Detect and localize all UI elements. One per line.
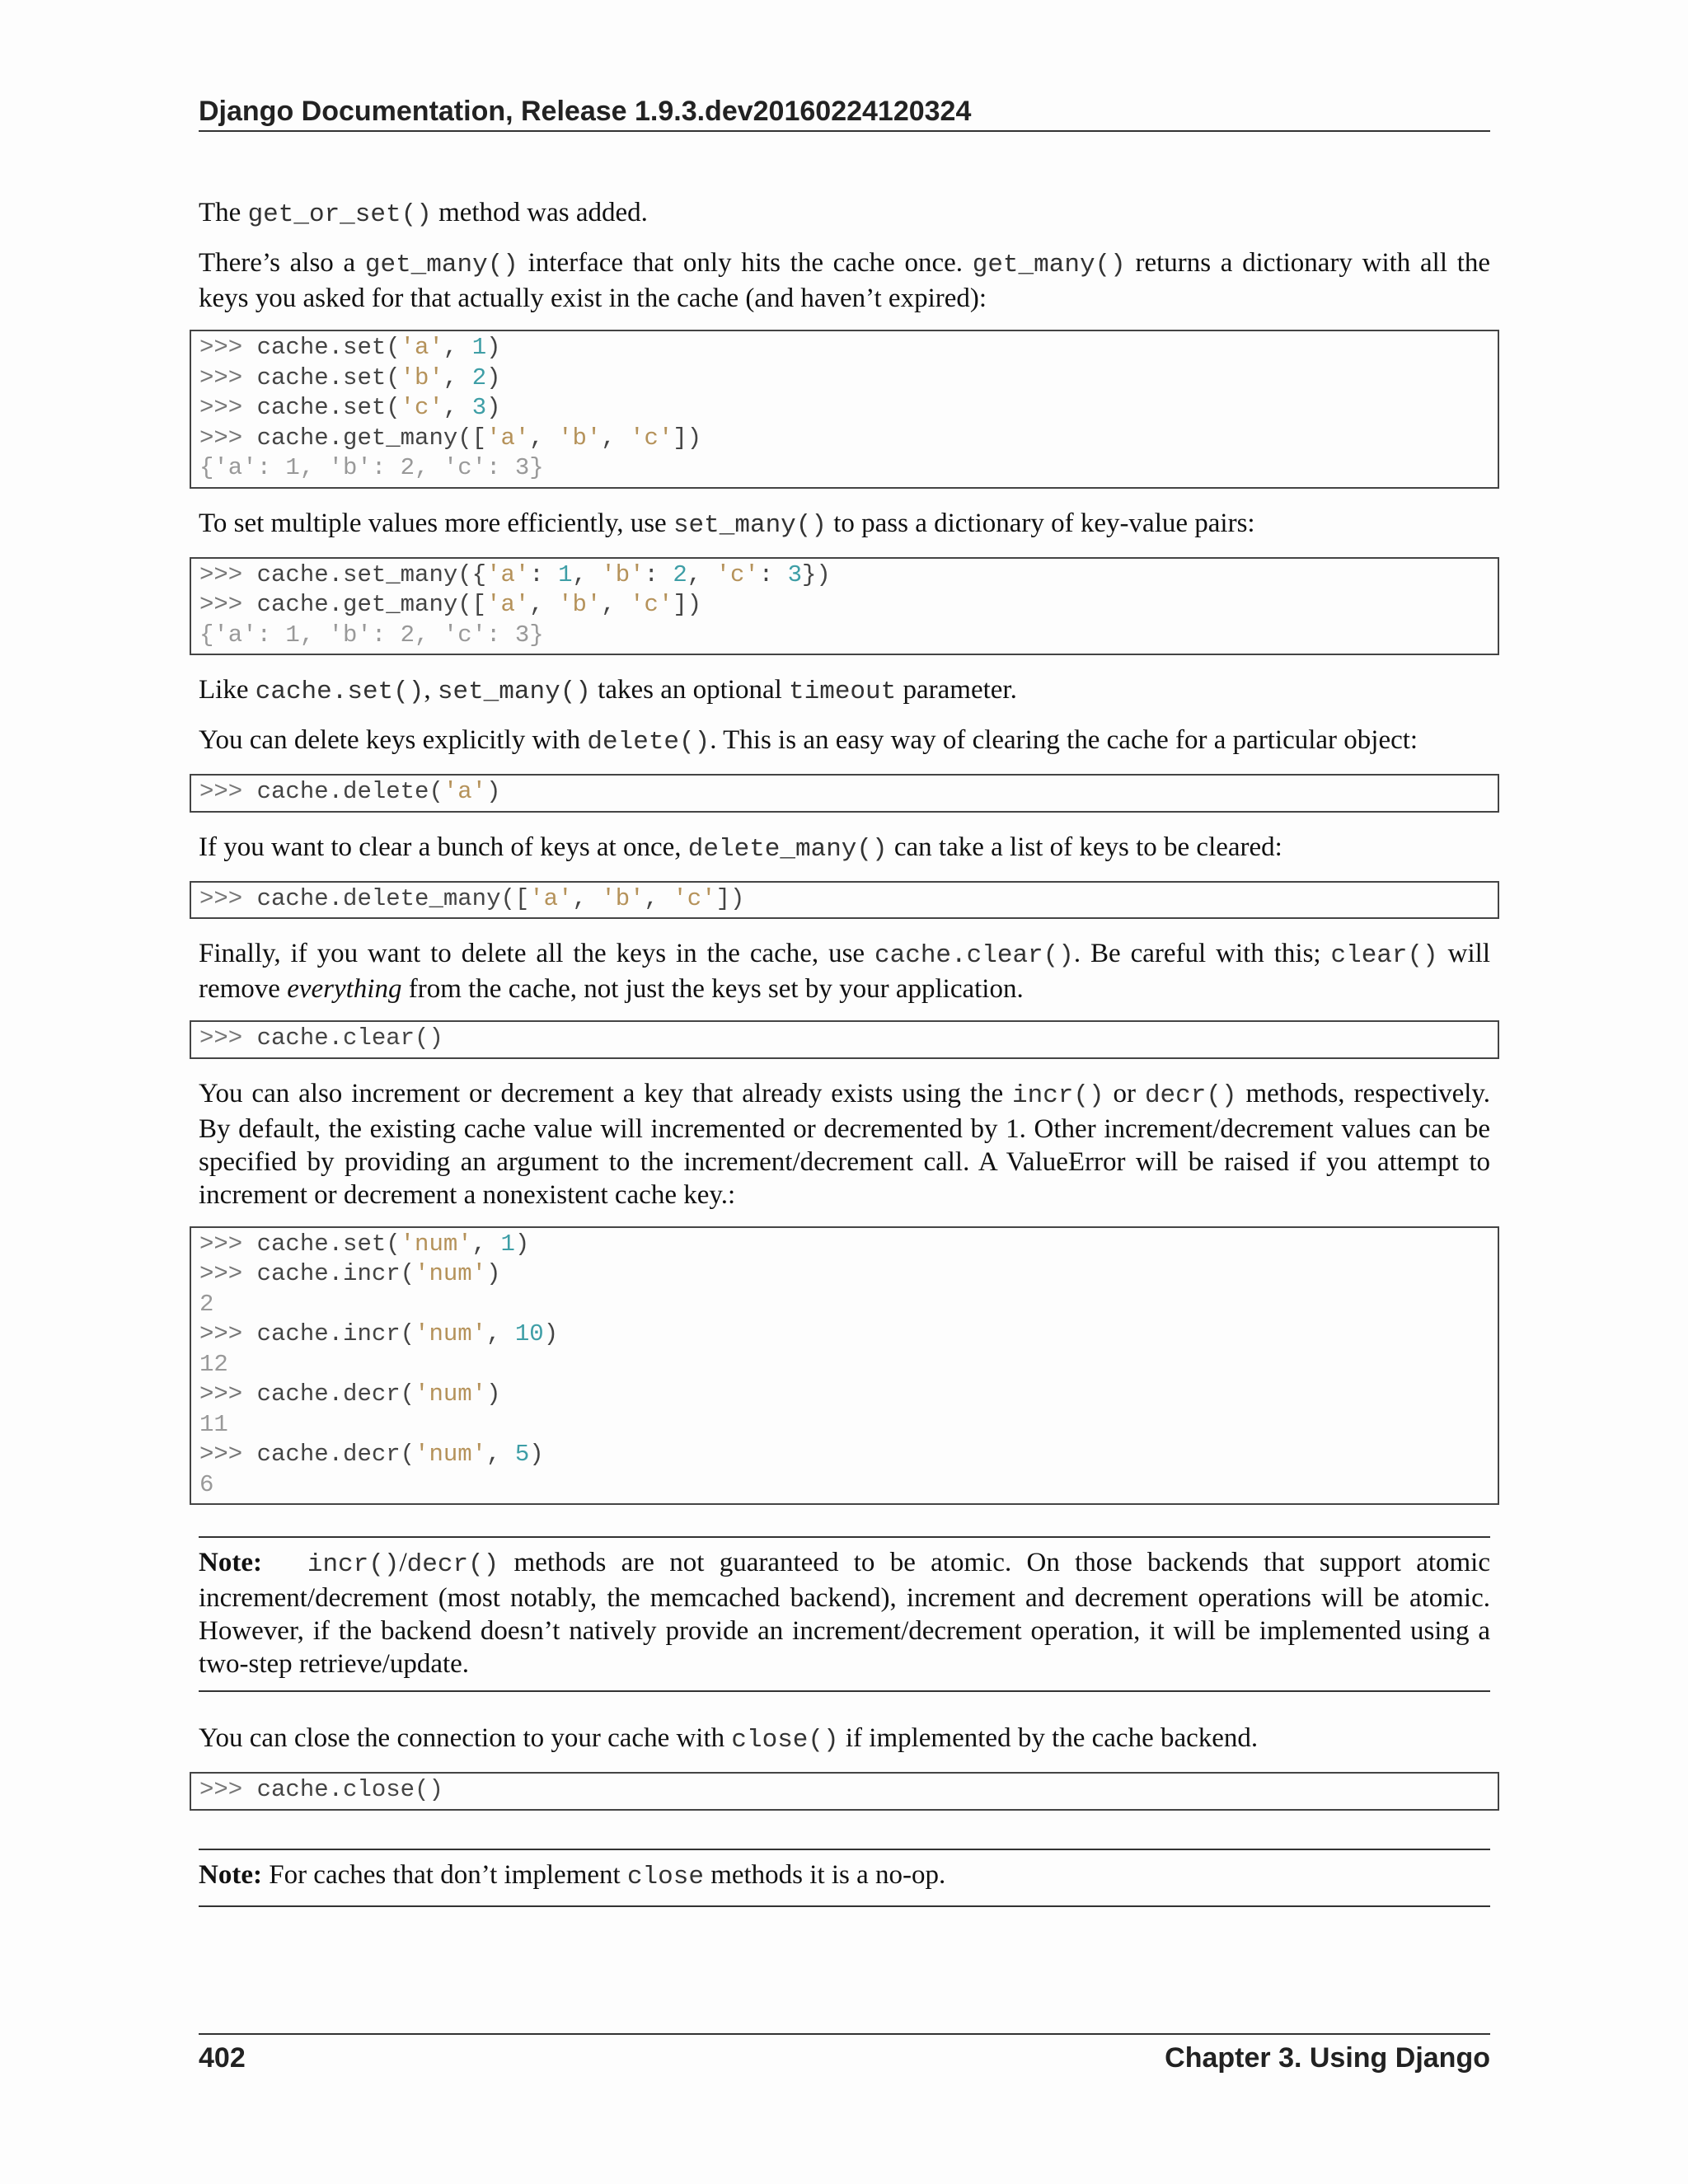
code-token: , <box>572 560 602 588</box>
code-token: , <box>486 1320 515 1347</box>
inline-code: clear() <box>1330 941 1438 970</box>
text: or <box>1104 1078 1145 1108</box>
inline-code: set_many() <box>437 677 591 706</box>
inline-code: delete_many() <box>687 834 888 864</box>
paragraph-get-many <box>199 246 1490 315</box>
code-token: cache.delete( <box>256 778 443 805</box>
code-string: 'b' <box>601 884 645 912</box>
prompt: >>> <box>199 560 257 588</box>
code-number: 5 <box>514 1441 530 1468</box>
code-string: 'a' <box>400 334 443 361</box>
code-token: , <box>644 884 673 912</box>
text: interface that only hits the cache once. <box>518 248 973 278</box>
code-string: 'b' <box>601 560 645 588</box>
prompt: >>> <box>199 363 257 391</box>
code-number: 10 <box>514 1320 544 1347</box>
code-number: 2 <box>673 560 687 588</box>
code-token: ]) <box>673 424 702 452</box>
text: You can close the connection to your cache with <box>199 1723 732 1753</box>
code-string: 'b' <box>558 591 602 618</box>
code-line <box>199 777 1489 808</box>
prompt: >>> <box>199 1380 257 1408</box>
code-number: 1 <box>558 560 573 588</box>
inline-code: cache.set() <box>255 677 424 706</box>
code-line <box>199 1024 1489 1054</box>
paragraph-clear <box>199 937 1490 1005</box>
code-block-set-many <box>190 557 1499 656</box>
text: methods are not guaranteed to be atomic. On those backends that support atomic increment/decrement (most notably, the memcached backend), increment and decrement operations will be atomic. However, if the backend doesn’t natively provide an increment/decrement operation, it will be implemented using a two-step retrieve/update. <box>199 1548 1490 1679</box>
inline-code: timeout <box>789 677 897 706</box>
paragraph-set-many <box>199 507 1490 542</box>
text: will remove <box>199 939 1491 1004</box>
code-output: 6 <box>199 1470 214 1498</box>
code-line <box>199 1380 1489 1410</box>
emphasis: everything <box>287 974 402 1004</box>
code-output: {'a': 1, 'b': 2, 'c': 3} <box>199 621 544 649</box>
code-token: cache.decr( <box>256 1380 415 1408</box>
code-string: 'num' <box>415 1380 487 1408</box>
code-token: , <box>529 424 559 452</box>
text: parameter. <box>896 675 1017 705</box>
text: if implemented by the cache backend. <box>838 1723 1259 1753</box>
prompt: >>> <box>199 591 257 618</box>
code-token: ) <box>514 1230 530 1258</box>
text: methods, respectively. By default, the existing cache value will incremented or decremented by 1. Other increment/decrement values can be specified by providing an argument to the increment/decrement call. A ValueError will be raised if you attempt to increment or decrement a nonexistent cache key.: <box>199 1078 1490 1210</box>
code-string: 'c' <box>630 591 673 618</box>
code-token: , <box>443 363 472 391</box>
text: To set multiple values more efficiently, use <box>199 508 673 538</box>
inline-code: get_many() <box>972 251 1126 279</box>
code-number: 2 <box>471 363 487 391</box>
code-token: cache.set( <box>256 334 401 361</box>
text: methods it is a no-op. <box>703 1859 946 1890</box>
prompt: >>> <box>199 394 257 421</box>
code-number: 1 <box>471 334 487 361</box>
prompt: >>> <box>199 1776 257 1803</box>
code-string: 'a' <box>486 424 530 452</box>
code-number: 3 <box>471 394 487 421</box>
code-string: 'a' <box>486 560 530 588</box>
prompt: >>> <box>199 778 257 805</box>
code-token: cache.close() <box>256 1776 443 1803</box>
code-string: 'c' <box>715 560 759 588</box>
code-line <box>199 363 1489 394</box>
page-body <box>199 196 1490 1937</box>
code-token: , <box>443 334 472 361</box>
text: , <box>424 675 438 705</box>
code-token: ) <box>543 1320 559 1347</box>
prompt: >>> <box>199 424 257 452</box>
code-string: 'b' <box>400 363 443 391</box>
text: If you want to clear a bunch of keys at once, <box>199 832 688 862</box>
inline-code: decr() <box>406 1550 499 1579</box>
code-line <box>199 393 1489 424</box>
inline-code: incr() <box>307 1550 400 1579</box>
text: For caches that don’t implement <box>261 1859 627 1890</box>
inline-code: get_or_set() <box>247 200 432 229</box>
code-block-get-many <box>190 330 1499 489</box>
code-token: : <box>758 560 788 588</box>
code-token: , <box>443 394 472 421</box>
prompt: >>> <box>199 1320 257 1347</box>
code-string: 'a' <box>529 884 573 912</box>
code-token: ) <box>486 1380 501 1408</box>
paragraph-delete-many <box>199 831 1490 866</box>
prompt: >>> <box>199 884 257 912</box>
code-token: cache.set( <box>256 394 401 421</box>
code-token: cache.decr( <box>256 1441 415 1468</box>
inline-code: set_many() <box>673 510 827 540</box>
code-token: ]) <box>715 884 745 912</box>
code-string: 'num' <box>400 1230 472 1258</box>
prompt: >>> <box>199 1230 257 1258</box>
code-line <box>199 333 1489 363</box>
paragraph-close <box>199 1722 1490 1757</box>
inline-code: delete() <box>587 728 710 757</box>
prompt: >>> <box>199 1441 257 1468</box>
code-line <box>199 884 1489 915</box>
note-label: Note: <box>199 1859 262 1890</box>
text: takes an optional <box>590 675 790 705</box>
code-output: 11 <box>199 1410 228 1438</box>
text: Like <box>199 675 256 705</box>
text: can take a list of keys to be cleared: <box>887 832 1282 862</box>
code-token: , <box>486 1441 515 1468</box>
code-token: ]) <box>673 591 702 618</box>
code-token: cache.incr( <box>256 1320 415 1347</box>
code-token: ) <box>486 778 501 805</box>
code-string: 'num' <box>415 1320 487 1347</box>
code-token: , <box>471 1230 501 1258</box>
code-token: : <box>529 560 559 588</box>
inline-code: decr() <box>1144 1080 1237 1110</box>
running-footer <box>199 2033 1490 2074</box>
text: method was added. <box>431 198 648 227</box>
text: There’s also a <box>199 248 365 278</box>
code-line <box>199 424 1489 454</box>
code-string: 'num' <box>415 1260 487 1287</box>
code-string: 'b' <box>558 424 602 452</box>
code-number: 1 <box>500 1230 515 1258</box>
code-token: , <box>601 591 631 618</box>
page-number: 402 <box>199 2042 246 2074</box>
text: to pass a dictionary of key-value pairs: <box>826 508 1255 538</box>
code-token: : <box>644 560 673 588</box>
note-atomic <box>199 1536 1490 1692</box>
text: . This is an easy way of clearing the cache for a particular object: <box>710 725 1418 755</box>
code-line <box>199 1230 1489 1260</box>
chapter-title: Chapter 3. Using Django <box>1165 2042 1490 2074</box>
code-token: ) <box>486 1260 501 1287</box>
code-token: cache.set( <box>256 363 401 391</box>
code-token: cache.set_many({ <box>256 560 487 588</box>
code-token: cache.get_many([ <box>256 591 487 618</box>
inline-code: get_many() <box>364 251 518 279</box>
running-header: Django Documentation, Release 1.9.3.dev20160224120324 <box>199 92 1490 132</box>
text: . Be careful with this; <box>1073 939 1331 968</box>
code-output: 2 <box>199 1290 214 1318</box>
code-output: {'a': 1, 'b': 2, 'c': 3} <box>199 454 544 481</box>
code-token: ) <box>486 394 501 421</box>
text: Finally, if you want to delete all the keys in the cache, use <box>199 939 875 968</box>
code-token: ) <box>529 1441 544 1468</box>
inline-code: close <box>626 1862 704 1891</box>
paragraph-get-or-set <box>199 196 1490 232</box>
code-line <box>199 560 1489 591</box>
code-token: ) <box>486 363 501 391</box>
code-block-incr-decr <box>190 1226 1499 1506</box>
code-line <box>199 1775 1489 1806</box>
code-block-delete <box>190 774 1499 813</box>
text: You can delete keys explicitly with <box>199 725 588 755</box>
paragraph-incr-decr <box>199 1077 1490 1212</box>
text: / <box>399 1548 407 1577</box>
code-output: 12 <box>199 1350 228 1378</box>
code-token: , <box>601 424 631 452</box>
note-label: Note: <box>199 1548 262 1577</box>
prompt: >>> <box>199 334 257 361</box>
code-token: ) <box>486 334 501 361</box>
code-token: cache.incr( <box>256 1260 415 1287</box>
code-token: , <box>687 560 716 588</box>
inline-code: close() <box>731 1726 839 1755</box>
code-string: 'num' <box>415 1441 487 1468</box>
text: from the cache, not just the keys set by your application. <box>401 974 1024 1004</box>
prompt: >>> <box>199 1024 257 1052</box>
code-number: 3 <box>787 560 803 588</box>
inline-code: cache.clear() <box>874 941 1074 970</box>
code-string: 'c' <box>630 424 673 452</box>
code-string: 'a' <box>443 778 487 805</box>
code-token: cache.get_many([ <box>256 424 487 452</box>
code-block-close <box>190 1772 1499 1811</box>
prompt: >>> <box>199 1260 257 1287</box>
inline-code: incr() <box>1012 1080 1104 1110</box>
code-token: , <box>572 884 602 912</box>
code-string: 'c' <box>400 394 443 421</box>
text: The <box>199 198 248 227</box>
code-line <box>199 1259 1489 1290</box>
text: returns a dictionary with all the keys you asked for that actually exist in the cache (and haven’t expired): <box>199 248 1491 313</box>
code-string: 'c' <box>673 884 716 912</box>
code-line <box>199 1440 1489 1470</box>
note-close <box>199 1849 1490 1907</box>
code-line <box>199 590 1489 621</box>
code-block-clear <box>190 1020 1499 1059</box>
code-line <box>199 1319 1489 1350</box>
code-token: }) <box>802 560 831 588</box>
text: You can also increment or decrement a key that already exists using the <box>199 1078 1012 1108</box>
code-token: cache.set( <box>256 1230 401 1258</box>
paragraph-timeout <box>199 673 1490 709</box>
code-token: cache.clear() <box>256 1024 443 1052</box>
code-block-delete-many <box>190 881 1499 920</box>
code-token: cache.delete_many([ <box>256 884 530 912</box>
code-string: 'a' <box>486 591 530 618</box>
code-token: , <box>529 591 559 618</box>
paragraph-delete <box>199 724 1490 759</box>
